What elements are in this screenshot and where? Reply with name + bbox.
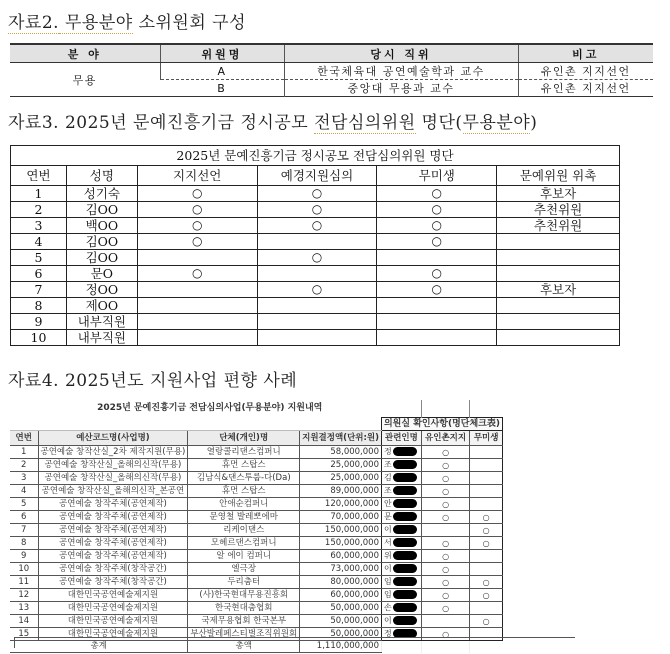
section2-heading-rest: 소위원회 구성 bbox=[132, 13, 247, 33]
name-cell: 김OO bbox=[66, 202, 137, 218]
person-initial: 문 bbox=[383, 512, 392, 521]
no-cell: 6 bbox=[11, 266, 67, 282]
mumi-cell bbox=[470, 485, 503, 498]
related-person-cell bbox=[381, 459, 421, 472]
program-cell: 공연예술 창작주체(공연제작) bbox=[38, 498, 188, 511]
section3-heading-under2: 무용분야 bbox=[462, 113, 531, 133]
program-cell: 대한민국공연예술제지원 bbox=[38, 589, 188, 602]
name-cell: 제OO bbox=[66, 298, 137, 314]
name-cell: 내부직원 bbox=[66, 314, 137, 330]
mumi-cell: ○ bbox=[470, 615, 503, 628]
redaction-mark bbox=[393, 590, 417, 599]
appointment-cell bbox=[497, 330, 620, 346]
support-subheader-row bbox=[10, 418, 502, 431]
review-committee-table bbox=[10, 145, 620, 346]
redaction-mark bbox=[393, 564, 417, 573]
appointment-cell bbox=[497, 298, 620, 314]
mumisaeng-cell: ○ bbox=[377, 186, 497, 202]
table-row bbox=[11, 298, 620, 314]
yu-cell: ○ bbox=[421, 589, 469, 602]
field-cell: 무용 bbox=[72, 73, 97, 87]
table-row bbox=[11, 202, 620, 218]
program-cell: 공연예술 창작주체(공연제작) bbox=[38, 550, 188, 563]
mumisaeng-cell: ○ bbox=[377, 234, 497, 250]
program-cell: 공연예술 창작주체(공연제작) bbox=[38, 524, 188, 537]
appointment-cell bbox=[497, 314, 620, 330]
no-cell: 10 bbox=[10, 563, 38, 576]
no-cell: 9 bbox=[10, 550, 38, 563]
yu-cell: ○ bbox=[421, 550, 469, 563]
redaction-mark bbox=[393, 577, 417, 586]
person-initial: 조 bbox=[383, 486, 392, 495]
program-cell: 공연예술 창작산실_올해의신작_본공연 bbox=[38, 485, 188, 498]
review-cell bbox=[257, 234, 377, 250]
name-cell: 성기숙 bbox=[66, 186, 137, 202]
related-person-cell bbox=[381, 589, 421, 602]
mumi-cell: ○ bbox=[470, 524, 503, 537]
table-row bbox=[11, 282, 620, 298]
section3-heading-mid: 명단( bbox=[415, 113, 463, 133]
name-cell: 백OO bbox=[66, 218, 137, 234]
person-initial: 이 bbox=[383, 564, 392, 573]
program-cell: 공연예술 창작산실_2차 제작지원(무용) bbox=[38, 446, 188, 459]
no-cell: 3 bbox=[10, 472, 38, 485]
related-person-cell bbox=[381, 485, 421, 498]
redaction-mark bbox=[393, 525, 417, 534]
note-cell: 유인촌 지지선언 bbox=[518, 80, 653, 97]
appointment-cell bbox=[497, 266, 620, 282]
redaction-mark bbox=[393, 538, 417, 547]
amount-cell: 89,000,000 bbox=[300, 485, 382, 498]
committee-header-row bbox=[10, 44, 653, 63]
person-initial: 안 bbox=[383, 499, 392, 508]
support-cell bbox=[137, 330, 257, 346]
review-cell: ○ bbox=[257, 218, 377, 234]
no-cell: 8 bbox=[11, 298, 67, 314]
support-cell: ○ bbox=[137, 186, 257, 202]
amount-cell: 150,000,000 bbox=[300, 537, 382, 550]
yu-cell: ○ bbox=[421, 498, 469, 511]
review-cell: ○ bbox=[257, 202, 377, 218]
person-initial: 임 bbox=[383, 590, 392, 599]
mumi-cell bbox=[470, 602, 503, 615]
support-cell: ○ bbox=[137, 266, 257, 282]
no-cell: 15 bbox=[10, 628, 38, 641]
mumisaeng-cell: ○ bbox=[377, 202, 497, 218]
related-person-cell bbox=[381, 563, 421, 576]
person-initial: 임 bbox=[383, 577, 392, 586]
table-row bbox=[10, 615, 502, 628]
header-program: 예산코드명(사업명) bbox=[38, 431, 188, 446]
no-cell: 14 bbox=[10, 615, 38, 628]
no-cell: 1 bbox=[10, 446, 38, 459]
amount-cell: 25,000,000 bbox=[300, 472, 382, 485]
support-cell bbox=[137, 250, 257, 266]
no-cell: 13 bbox=[10, 602, 38, 615]
program-cell: 공연예술 창작주체(창작공간) bbox=[38, 563, 188, 576]
mumisaeng-cell bbox=[377, 330, 497, 346]
table-row bbox=[10, 446, 502, 459]
header-mumisaeng: 무미생 bbox=[470, 431, 503, 446]
table-row bbox=[10, 498, 502, 511]
yu-cell: ○ bbox=[421, 459, 469, 472]
no-cell: 6 bbox=[10, 511, 38, 524]
section2-heading-mid: 무용분야 bbox=[59, 13, 133, 33]
redaction-mark bbox=[393, 551, 417, 560]
name-cell: 문O bbox=[66, 266, 137, 282]
amount-cell: 50,000,000 bbox=[300, 628, 382, 641]
related-person-cell bbox=[381, 615, 421, 628]
amount-cell: 73,000,000 bbox=[300, 563, 382, 576]
related-person-cell bbox=[381, 602, 421, 615]
header-no: 연번 bbox=[11, 166, 67, 186]
review-cell bbox=[257, 266, 377, 282]
table-row bbox=[11, 250, 620, 266]
no-cell: 4 bbox=[11, 234, 67, 250]
total-label: 총계 bbox=[10, 641, 188, 653]
yu-cell: ○ bbox=[421, 485, 469, 498]
amount-cell: 120,000,000 bbox=[300, 498, 382, 511]
position-cell: 중앙대 무용과 교수 bbox=[284, 80, 518, 97]
review-header-row bbox=[11, 166, 620, 186]
mumi-cell bbox=[470, 563, 503, 576]
support-history-table-wrap bbox=[10, 400, 530, 653]
position-cell: 한국체육대 공연예술학과 교수 bbox=[284, 63, 518, 80]
section3-heading-end: ) bbox=[530, 113, 538, 133]
no-cell: 5 bbox=[11, 250, 67, 266]
related-person-cell bbox=[381, 472, 421, 485]
table-row bbox=[10, 550, 502, 563]
support-cell bbox=[137, 314, 257, 330]
table-row bbox=[11, 186, 620, 202]
redaction-mark bbox=[393, 512, 417, 521]
person-initial: 정 bbox=[383, 447, 392, 456]
amount-cell: 50,000,000 bbox=[300, 615, 382, 628]
program-cell: 공연예술 창작산실_올해의신작(무용) bbox=[38, 459, 188, 472]
person-initial: 위 bbox=[383, 551, 392, 560]
support-cell bbox=[137, 298, 257, 314]
table-row bbox=[10, 576, 502, 589]
yu-cell: ○ bbox=[421, 537, 469, 550]
header-review: 예경지원심의 bbox=[257, 166, 377, 186]
committee-row bbox=[10, 63, 653, 80]
header-yu-support: 유인촌지지 bbox=[421, 431, 469, 446]
review-cell bbox=[257, 314, 377, 330]
yu-cell bbox=[421, 615, 469, 628]
appointment-cell bbox=[497, 234, 620, 250]
name-cell: 내부직원 bbox=[66, 330, 137, 346]
no-cell: 11 bbox=[10, 576, 38, 589]
table-row bbox=[11, 266, 620, 282]
related-person-cell bbox=[381, 498, 421, 511]
person-initial: 조 bbox=[383, 460, 392, 469]
table-row bbox=[11, 234, 620, 250]
header-note: 비고 bbox=[518, 44, 653, 63]
support-cell bbox=[137, 282, 257, 298]
org-cell: 안애순컴퍼니 bbox=[188, 498, 300, 511]
check-group-header: 의원실 확인사항(명단체크表) bbox=[381, 418, 502, 431]
appointment-cell bbox=[497, 250, 620, 266]
yu-cell bbox=[421, 524, 469, 537]
yu-cell: ○ bbox=[421, 446, 469, 459]
table-caption: 2025년 문예진흥기금 정시공모 전담심의위원 명단 bbox=[11, 146, 620, 166]
mumi-cell: ○ bbox=[470, 589, 503, 602]
no-cell: 8 bbox=[10, 537, 38, 550]
no-cell: 4 bbox=[10, 485, 38, 498]
header-position: 당시 직위 bbox=[284, 44, 518, 63]
no-cell: 7 bbox=[10, 524, 38, 537]
amount-cell: 60,000,000 bbox=[300, 550, 382, 563]
redaction-mark bbox=[393, 447, 417, 456]
table-row bbox=[11, 314, 620, 330]
org-cell: 한국현대춤협회 bbox=[188, 602, 300, 615]
support-history-table bbox=[10, 400, 503, 653]
program-cell: 공연예술 창작주체(공연제작) bbox=[38, 511, 188, 524]
org-cell: 부산발레페스티벌조직위원회 bbox=[188, 628, 300, 641]
mumi-cell bbox=[470, 459, 503, 472]
redaction-mark bbox=[393, 473, 417, 482]
review-cell: ○ bbox=[257, 282, 377, 298]
header-name: 성명 bbox=[66, 166, 137, 186]
org-cell: 휴먼 스탑스 bbox=[188, 485, 300, 498]
amount-cell: 60,000,000 bbox=[300, 589, 382, 602]
mumisaeng-cell: ○ bbox=[377, 282, 497, 298]
committee-table bbox=[10, 43, 653, 97]
program-cell: 공연예술 창작주체(공연제작) bbox=[38, 537, 188, 550]
table-row bbox=[10, 485, 502, 498]
person-initial: 정 bbox=[383, 629, 392, 638]
program-cell: 대한민국공연예술제지원 bbox=[38, 628, 188, 641]
appointment-cell: 추천위원 bbox=[497, 218, 620, 234]
appointment-cell: 추천위원 bbox=[497, 202, 620, 218]
mumisaeng-cell: ○ bbox=[377, 266, 497, 282]
yu-cell: ○ bbox=[421, 602, 469, 615]
no-cell: 12 bbox=[10, 589, 38, 602]
mumi-cell: ○ bbox=[470, 511, 503, 524]
header-amount: 지원결정액(단위:원) bbox=[300, 431, 382, 446]
member-cell: A bbox=[160, 63, 284, 80]
related-person-cell bbox=[381, 537, 421, 550]
org-cell: 열랑콜리댄스컴퍼니 bbox=[188, 446, 300, 459]
section2-heading-prefix: 자료2. bbox=[8, 13, 60, 33]
yu-cell: ○ bbox=[421, 511, 469, 524]
table-row bbox=[10, 472, 502, 485]
table-row bbox=[10, 563, 502, 576]
table-row bbox=[11, 330, 620, 346]
person-initial: 이 bbox=[383, 616, 392, 625]
org-cell: 모헤르댄스컴퍼니 bbox=[188, 537, 300, 550]
yu-cell: ○ bbox=[421, 576, 469, 589]
review-cell bbox=[257, 298, 377, 314]
member-cell: B bbox=[217, 81, 227, 95]
header-member: 위원명 bbox=[160, 44, 284, 63]
org-cell: 국제무용협회 한국본부 bbox=[188, 615, 300, 628]
mumi-cell bbox=[470, 498, 503, 511]
org-cell: 휴먼 스탑스 bbox=[188, 459, 300, 472]
name-cell: 김OO bbox=[66, 250, 137, 266]
redaction-mark bbox=[393, 499, 417, 508]
org-cell: 두리춤터 bbox=[188, 576, 300, 589]
redaction-mark bbox=[393, 486, 417, 495]
appointment-cell: 후보자 bbox=[497, 282, 620, 298]
mumi-cell bbox=[470, 472, 503, 485]
header-field: 분 야 bbox=[10, 44, 160, 63]
org-cell: 김남식&댄스투룹-다(Da) bbox=[188, 472, 300, 485]
table-row bbox=[11, 218, 620, 234]
amount-cell: 150,000,000 bbox=[300, 524, 382, 537]
redaction-mark bbox=[393, 460, 417, 469]
support-table-title: 2025년 문예진흥기금 전담심의사업(무용분야) 지원내역 bbox=[97, 403, 323, 414]
org-cell: 문영철 발레뽀에마 bbox=[188, 511, 300, 524]
header-org: 단체(개인)명 bbox=[188, 431, 300, 446]
related-person-cell bbox=[381, 550, 421, 563]
mumisaeng-cell bbox=[377, 314, 497, 330]
amount-cell: 50,000,000 bbox=[300, 602, 382, 615]
yu-cell: ○ bbox=[421, 628, 469, 641]
amount-cell: 70,000,000 bbox=[300, 511, 382, 524]
redaction-mark bbox=[393, 616, 417, 625]
review-cell bbox=[257, 330, 377, 346]
related-person-cell bbox=[381, 576, 421, 589]
yu-cell: ○ bbox=[421, 472, 469, 485]
program-cell: 대한민국공연예술제지원 bbox=[38, 615, 188, 628]
person-initial: 서 bbox=[383, 538, 392, 547]
program-cell: 대한민국공연예술제지원 bbox=[38, 602, 188, 615]
mumisaeng-cell bbox=[377, 250, 497, 266]
section2-heading bbox=[8, 8, 246, 33]
no-cell: 10 bbox=[11, 330, 67, 346]
support-header-row bbox=[10, 431, 502, 446]
section3-heading-prefix: 자료3. 2025년 문예진흥기금 정시공모 bbox=[8, 113, 315, 133]
amount-cell: 58,000,000 bbox=[300, 446, 382, 459]
header-support: 지지선언 bbox=[137, 166, 257, 186]
total-org-label: 총액 bbox=[188, 641, 300, 653]
person-initial: 김 bbox=[383, 473, 392, 482]
name-cell: 정OO bbox=[66, 282, 137, 298]
support-cell: ○ bbox=[137, 202, 257, 218]
related-person-cell bbox=[381, 524, 421, 537]
support-cell: ○ bbox=[137, 218, 257, 234]
page-frame-edge bbox=[14, 637, 575, 648]
mumisaeng-cell: ○ bbox=[377, 218, 497, 234]
org-cell: (사)한국현대무용진흥회 bbox=[188, 589, 300, 602]
mumi-cell: ○ bbox=[470, 576, 503, 589]
no-cell: 5 bbox=[10, 498, 38, 511]
table-row bbox=[10, 589, 502, 602]
yu-cell: ○ bbox=[421, 563, 469, 576]
program-cell: 공연예술 창작산실_올해의신작(무용) bbox=[38, 472, 188, 485]
table-row bbox=[10, 511, 502, 524]
program-cell: 공연예술 창작주체(창작공간) bbox=[38, 576, 188, 589]
org-cell: 리케이댄스 bbox=[188, 524, 300, 537]
person-initial: 손 bbox=[383, 603, 392, 612]
amount-cell: 25,000,000 bbox=[300, 459, 382, 472]
table-row bbox=[10, 602, 502, 615]
mumi-cell bbox=[470, 550, 503, 563]
redaction-mark bbox=[393, 603, 417, 612]
total-amount: 1,110,000,000 bbox=[300, 641, 382, 653]
mumi-cell bbox=[470, 446, 503, 459]
person-initial: 이 bbox=[383, 525, 392, 534]
mumisaeng-cell bbox=[377, 298, 497, 314]
related-person-cell bbox=[381, 446, 421, 459]
amount-cell: 80,000,000 bbox=[300, 576, 382, 589]
no-cell: 7 bbox=[11, 282, 67, 298]
no-cell: 9 bbox=[11, 314, 67, 330]
related-person-cell bbox=[381, 511, 421, 524]
table-row bbox=[10, 537, 502, 550]
no-cell: 1 bbox=[11, 186, 67, 202]
review-cell: ○ bbox=[257, 250, 377, 266]
org-cell: 알 에이 컴퍼니 bbox=[188, 550, 300, 563]
note-cell: 유인촌 지지선언 bbox=[518, 63, 653, 80]
section3-heading bbox=[8, 108, 537, 133]
section3-heading-under: 전담심의위원 bbox=[314, 113, 416, 133]
header-related-person: 관련인명 bbox=[381, 431, 421, 446]
review-cell: ○ bbox=[257, 186, 377, 202]
appointment-cell: 후보자 bbox=[497, 186, 620, 202]
header-no: 연번 bbox=[10, 431, 38, 446]
mumi-cell: ○ bbox=[470, 537, 503, 550]
header-appointment: 문예위원 위촉 bbox=[497, 166, 620, 186]
table-row bbox=[10, 459, 502, 472]
support-cell: ○ bbox=[137, 234, 257, 250]
support-title-row bbox=[10, 400, 502, 418]
table-row bbox=[10, 524, 502, 537]
no-cell: 3 bbox=[11, 218, 67, 234]
section4-heading: 자료4. 2025년도 지원사업 편향 사례 bbox=[8, 371, 298, 391]
no-cell: 2 bbox=[11, 202, 67, 218]
header-mumisaeng: 무미생 bbox=[377, 166, 497, 186]
no-cell: 2 bbox=[10, 459, 38, 472]
name-cell: 김OO bbox=[66, 234, 137, 250]
org-cell: 엘극장 bbox=[188, 563, 300, 576]
